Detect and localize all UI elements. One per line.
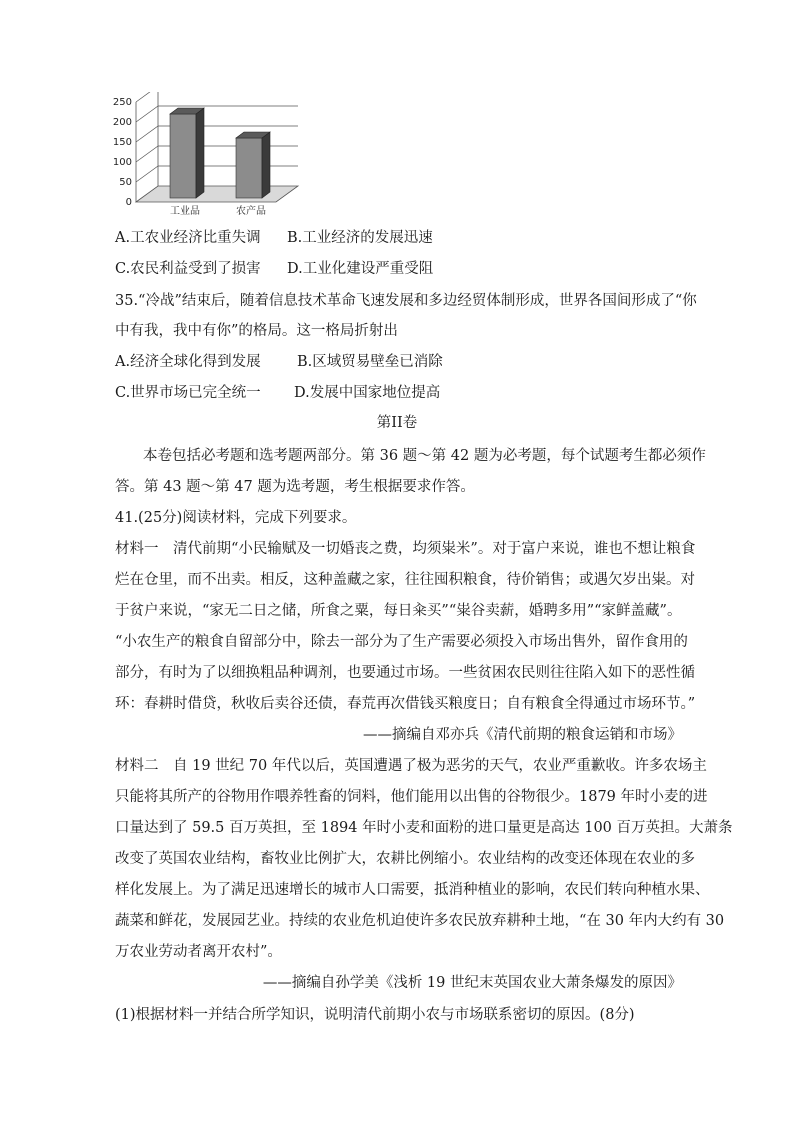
chart-ticks (113, 97, 132, 208)
material-1-line: 环：春耕时借贷，秋收后卖谷还债，春荒再次借钱买粮度日；自有粮食全得通过市场环节。” (115, 696, 696, 712)
chart-categories (170, 204, 266, 217)
material-2-line: 蔬菜和鲜花，发展园艺业。持续的农业危机迫使许多农民放弃耕种土地，“在 30 年内大约有 30 (115, 913, 725, 929)
q35-option-c: C.世界市场已完全统一 (115, 385, 261, 401)
q34-option-b: B.工业经济的发展迅速 (287, 230, 433, 246)
q34-option-d: D.工业化建设严重受阻 (287, 261, 434, 277)
chart-bars (170, 108, 270, 198)
section-intro-line-1: 本卷包括必考题和选考题两部分。第 36 题～第 42 题为必考题，每个试题考生都必须作 (143, 448, 706, 464)
material-2-source: ——摘编自孙学美《浅析 19 世纪末英国农业大萧条爆发的原因》 (262, 975, 682, 991)
x-category-label: 工业品 (170, 206, 200, 217)
material-2-line: 材料二 自 19 世纪 70 年代以后，英国遭遇了极为恶劣的天气，农业严重歉收。许多农场主 (115, 758, 707, 774)
y-tick-label: 200 (112, 117, 132, 128)
q41-subquestion-1: (1)根据材料一并结合所学知识，说明清代前期小农与市场联系密切的原因。(8分) (115, 1007, 635, 1023)
material-1-line: 材料一 清代前期“小民输赋及一切婚丧之费，均须粜米”。对于富户来说，谁也不想让粮食 (115, 541, 696, 557)
q35-option-d: D.发展中国家地位提高 (294, 385, 441, 401)
material-1-source: ——摘编自邓亦兵《清代前期的粮食运销和市场》 (363, 727, 682, 743)
y-tick-label: 50 (119, 177, 132, 188)
material-2-line: 只能将其所产的谷物用作喂养牲畜的饲料，他们能用以出售的谷物很少。1879 年时小麦的进 (115, 789, 708, 805)
material-2-line: 改变了英国农业结构，畜牧业比例扩大，农耕比例缩小。农业结构的改变还体现在农业的多 (115, 851, 695, 867)
x-category-label: 农产品 (236, 206, 266, 217)
chart-grid (136, 92, 298, 202)
q34-option-c: C.农民利益受到了损害 (115, 261, 261, 277)
material-1-line: 于贫户来说，“家无二日之储，所食之粟，每日籴买”“粜谷卖薪，婚聘多用”“家鲜盖藏”。 (115, 603, 682, 619)
bar-side (196, 108, 204, 198)
bar-front (170, 114, 196, 198)
y-tick-label: 0 (125, 197, 132, 208)
grid-diag (136, 146, 158, 162)
grid-diag (136, 92, 158, 102)
q41-stem: 41.(25分)阅读材料，完成下列要求。 (115, 510, 357, 526)
grid-diag (136, 126, 158, 142)
material-2-line: 口量达到了 59.5 百万英担，至 1894 年时小麦和面粉的进口量更是高达 100 百万英担。大萧条 (115, 820, 733, 836)
bar-side (262, 132, 270, 198)
q34-option-a: A.工农业经济比重失调 (115, 230, 261, 246)
section-title: 第II卷 (376, 415, 418, 431)
q35-option-b: B.区域贸易壁垒已消除 (297, 354, 443, 370)
material-1-line: 烂在仓里，而不出卖。相反，这种盖藏之家，往往囤积粮食，待价销售；或遇欠岁出粜。对 (115, 572, 695, 588)
y-tick-label: 250 (112, 97, 132, 108)
y-tick-label: 150 (112, 137, 132, 148)
y-tick-label: 100 (112, 157, 132, 168)
material-2-line: 万农业劳动者离开农村”。 (115, 944, 282, 960)
material-2-line: 样化发展上。为了满足迅速增长的城市人口需要，抵消种植业的影响，农民们转向种植水果、 (115, 882, 710, 898)
q35-option-a: A.经济全球化得到发展 (115, 354, 261, 370)
grid-diag (136, 166, 158, 182)
q35-stem-line-1: 35.“冷战”结束后，随着信息技术革命飞速发展和多边经贸体制形成，世界各国间形成了“你 (115, 293, 697, 309)
section-intro-line-2: 答。第 43 题～第 47 题为选考题，考生根据要求作答。 (115, 479, 475, 495)
material-1-line: 部分，有时为了以细换粗品种调剂，也要通过市场。一些贫困农民则往往陷入如下的恶性循 (115, 665, 695, 681)
bar-chart (108, 92, 308, 217)
material-1-line: “小农生产的粮食自留部分中，除去一部分为了生产需要必须投入市场出售外，留作食用的 (115, 634, 688, 650)
q35-stem-line-2: 中有我，我中有你”的格局。这一格局折射出 (115, 323, 398, 339)
bar-front (236, 138, 262, 198)
grid-diag (136, 106, 158, 122)
chart-floor (136, 186, 298, 202)
